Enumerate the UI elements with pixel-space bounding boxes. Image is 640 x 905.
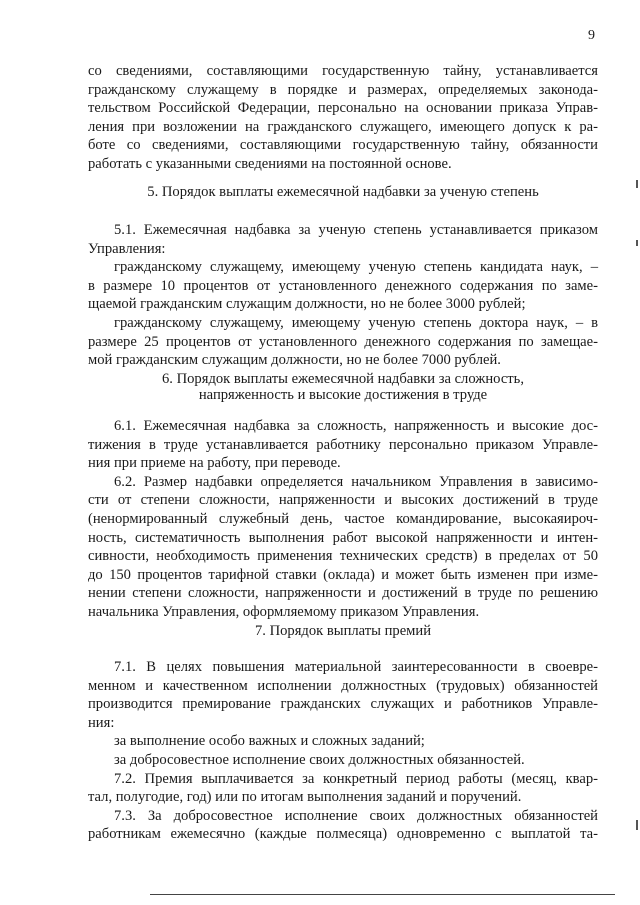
text-line: 5.1. Ежемесячная надбавка за ученую степень устанавливается приказом — [114, 222, 598, 238]
text-line: сивности, необходимость применения технических средств) в пределах от 50 — [88, 548, 598, 565]
text-line: менном и качественном исполнении должностных (трудовых) обязанностей — [88, 677, 598, 694]
bottom-scan-rule — [150, 894, 615, 895]
text-line: ления при возложении на гражданского служащего, имеющего допуск к ра- — [88, 118, 598, 135]
text-line: 7.2. Премия выплачивается за конкретный период работы (месяц, квар- — [114, 770, 598, 787]
text-line: гражданскому служащему в порядке и размерах, определяемых законода- — [88, 81, 598, 98]
text-line: Управления: — [88, 240, 166, 257]
text-line: мой гражданским служащим должности, но не более 7000 рублей. — [88, 352, 501, 369]
text-line: производится премирование гражданских служащих и работников Управле- — [88, 696, 598, 713]
text-line: гражданскому служащему, имеющему ученую степень доктора наук, – в — [114, 314, 598, 331]
section-5-heading: 5. Порядок выплаты ежемесячной надбавки за ученую степень — [147, 184, 539, 200]
text-line: сти от степени сложности, напряженности и высоких достижений в труде — [88, 492, 598, 509]
text-line: ния при приеме на работу, при переводе. — [88, 455, 341, 472]
text-line: тельством Российской Федерации, персонально на основании приказа Управ- — [88, 100, 598, 117]
text-line: (ненормированный служебный день, частое командирование, высокаяироч- — [88, 510, 598, 527]
section-6-heading — [88, 370, 598, 404]
text-line: за добросовестное исполнение своих должностных обязанностей. — [114, 751, 525, 768]
page-number: 9 — [588, 28, 595, 43]
scan-edge-mark — [636, 820, 638, 830]
text-line: 7.1. В целях повышения материальной заинтересованности в своевре- — [114, 659, 598, 675]
text-line: ния: — [88, 714, 115, 731]
text-line: 6.2. Размер надбавки определяется начальником Управления в зависимо- — [114, 473, 598, 490]
text-line: тижения в труде устанавливается работнику персонально приказом Управле- — [88, 436, 598, 453]
text-line: щаемой гражданским служащим должности, но не более 3000 рублей; — [88, 296, 526, 313]
section-6-body — [88, 417, 598, 622]
text-line: в размере 10 процентов от установленного денежного содержания по заме- — [88, 277, 598, 294]
text-line: за выполнение особо важных и сложных заданий; — [114, 733, 425, 750]
text-line: размере 25 процентов от установленного денежного содержания по замещае- — [88, 333, 598, 350]
text-line: работникам ежемесячно (каждые полмесяца) одновременно с выплатой та- — [88, 826, 598, 843]
scan-edge-mark — [636, 180, 638, 188]
text-line: 6.1. Ежемесячная надбавка за сложность, напряженность и высокие дос- — [114, 418, 598, 434]
section-6-heading-line: 6. Порядок выплаты ежемесячной надбавки за сложность, — [162, 371, 524, 387]
text-line: начальника Управления, оформляемому приказом Управления. — [88, 603, 480, 620]
section-6-heading-line: напряженность и высокие достижения в труде — [198, 386, 488, 403]
text-line: нении степени сложности, напряженности и достижений в труде по решению — [88, 585, 598, 602]
section-7-body — [88, 658, 598, 844]
text-line: гражданскому служащему, имеющему ученую степень кандидата наук, – — [114, 259, 598, 276]
text-line: до 150 процентов тарифной ставки (оклада) и может быть изменен при изме- — [88, 566, 598, 583]
section-7 — [88, 622, 598, 641]
text-line: ность, систематичность выполнения работ высокой напряженности и интен- — [88, 529, 598, 546]
text-line: тал, полугодие, год) или по итогам выполнения заданий и поручений. — [88, 789, 522, 806]
section-7-heading: 7. Порядок выплаты премий — [254, 623, 432, 639]
section-5 — [88, 183, 598, 202]
scan-edge-mark — [636, 240, 638, 246]
text-line: со сведениями, составляющими государственную тайну, устанавливается — [88, 63, 598, 79]
text-line: 7.3. За добросовестное исполнение своих должностных обязанностей — [114, 807, 598, 824]
text-line: работать с указанными сведениями на постоянной основе. — [88, 155, 452, 172]
text-line: боте со сведениями, составляющими государственную тайну, обязанности — [88, 137, 598, 154]
section-5-body — [88, 221, 598, 370]
intro-paragraph — [88, 62, 598, 174]
